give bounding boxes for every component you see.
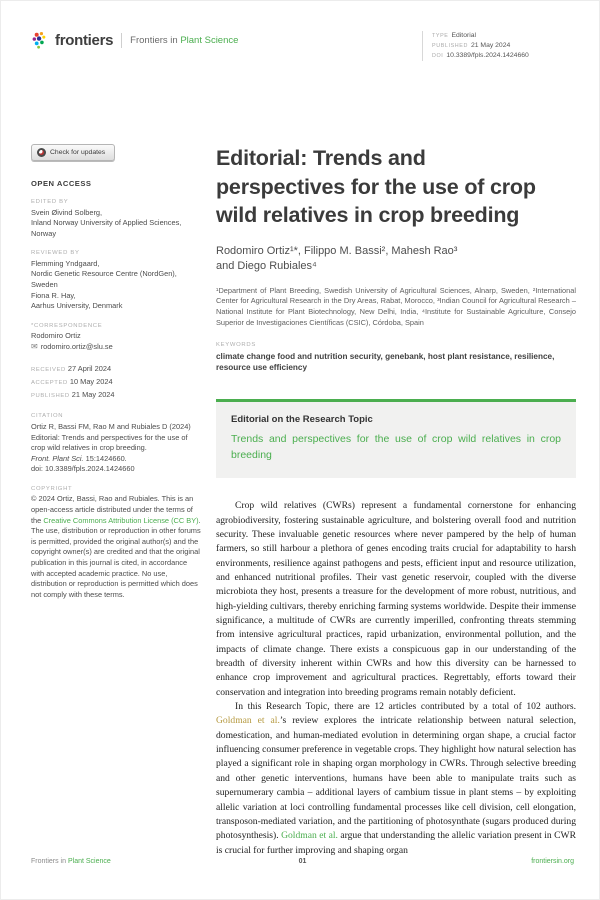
edited-by-label: EDITED BY [31, 199, 69, 205]
keywords-label: KEYWORDS [216, 341, 256, 348]
dates-section [31, 363, 201, 402]
accepted-row [31, 376, 201, 389]
editor-name: Svein Øivind Solberg, [31, 207, 103, 217]
citation-label: CITATION [31, 413, 64, 420]
copyright-text [31, 494, 201, 600]
correspondence-section [31, 323, 201, 353]
meta-published [432, 41, 574, 51]
sidebar [31, 144, 201, 600]
copyright-post: . The use, distribution or reproduction in other forums is permitted, provided the original author(s) and the copyright owner(s) are credited and that the original publication in this journal is cited, in accordance with accepted academic practice. No use, distribution or reproduction is permitted which does not comply with these terms. [31, 515, 201, 599]
research-topic-heading: Editorial on the Research Topic [231, 414, 373, 426]
meta-type [432, 31, 574, 41]
editor-affiliation: Inland Norway University of Applied Sciences, Norway [31, 218, 182, 238]
reviewer-name: Fiona R. Hay, [31, 290, 76, 300]
copyright-section [31, 486, 201, 600]
crossmark-icon [37, 148, 46, 157]
published-label: PUBLISHED [432, 43, 468, 49]
authors-line [216, 244, 576, 274]
citation-doi: doi: 10.3389/fpls.2024.1424660 [31, 464, 135, 474]
article [216, 144, 576, 858]
correspondence-name: Rodomiro Ortiz [31, 331, 81, 341]
reviewed-by-section [31, 250, 201, 311]
meta-doi [432, 51, 574, 61]
keywords-text: climate change food and nutrition security, genebank, host plant resistance, resilience, resource use efficiency [216, 351, 555, 373]
header [31, 31, 574, 61]
research-topic-box [216, 399, 576, 478]
copyright-label: COPYRIGHT [31, 485, 73, 492]
frontiers-logo-icon [31, 31, 50, 50]
citation-volume: 15:1424660. [83, 453, 127, 463]
doi-label: DOI [432, 53, 444, 59]
journal-prefix: Frontiers in [130, 35, 178, 46]
correspondence-email[interactable]: rodomiro.ortiz@slu.se [40, 341, 113, 351]
footer-journal [31, 858, 111, 865]
journal-title: Plant Science [180, 35, 239, 46]
type-value: Editorial [451, 32, 477, 39]
correspondence-label: *CORRESPONDENCE [31, 322, 103, 329]
brand-divider [121, 33, 122, 48]
accepted-value: 10 May 2024 [69, 377, 113, 387]
authors-line-2: and Diego Rubiales⁴ [216, 259, 317, 272]
article-title: Editorial: Trends and perspectives for the use of crop wild relatives in crop breeding [216, 146, 536, 227]
paragraph-2-post: argue that understanding the allelic variation present in CWR is crucial for further improving and shaping organ [216, 830, 577, 856]
paragraph-2-pre: In this Research Topic, there are 12 articles contributed by a total of 102 authors. [235, 701, 576, 713]
journal-name [130, 35, 238, 46]
footer [31, 858, 574, 865]
paragraph-1: Crop wild relatives (CWRs) represent a fundamental cornerstone for enhancing agrobiodiversity, fostering sustainable agriculture, and bolstering overall food and nutrition security. These invaluable genetic resources where never pampered by the help of human farmers, so still harbour a plethora of genes encoding traits crucial for adaptability to harsh environments, resilience against pathogens and pests, efficient input and resource utilization, and enhanced nutritional profiles. Their vast genetic reservoir, coupled with the diverse microbiota they host, presents a treasure for the development of more robust, nutritious, and high-yielding cultivars, thereby enriching farming systems worldwide. Despite their immense significance, a multitude of CWRs are currently imperilled, confronting threats stemming from intensive agricultural practices, rapid urbanization, environmental pollution, and the impacts of climate change. There exists a conspicuous gap in our understanding of the breadth of diversity inherent within CWRs and how this diversity can be harnessed to enhance crop improvement and agricultural practices. Regrettably, efforts toward their conservation and integration into breeding programs remain notably deficient. [216, 500, 576, 698]
research-topic-link[interactable]: Trends and perspectives for the use of crop wild relatives in crop breeding [231, 433, 561, 461]
published-label: PUBLISHED [31, 393, 70, 400]
reviewer-name: Flemming Yndgaard, [31, 258, 100, 268]
citation-section [31, 413, 201, 474]
published-value: 21 May 2024 [470, 42, 511, 49]
edited-by-section [31, 199, 201, 239]
citation-text: Ortiz R, Bassi FM, Rao M and Rubiales D (2024) Editorial: Trends and perspectives for the use of crop wild relatives in crop breeding. [31, 421, 191, 453]
open-access-label: OPEN ACCESS [31, 179, 92, 188]
affiliations: ¹Department of Plant Breeding, Swedish University of Agricultural Sciences, Alnarp, Sweden, ²International Center for Agricultural Research in the Dry Areas, Rabat, Morocco, ³Indian Council for Agricultural Research – National Institute for Plant Biotechnology, New Delhi, India, ⁴Institute for Sustainable Agriculture, Consejo Superior de Investigaciones Científicas (CSIC), Córdoba, Spain [216, 285, 576, 327]
envelope-icon: ✉ [31, 342, 38, 352]
brand-name: frontiers [55, 32, 114, 49]
check-for-updates-label: Check for updates [50, 149, 106, 156]
citation-journal [31, 454, 201, 465]
paragraph-2-mid: ’s review explores the intricate relationship between natural selection, domestication, and human-mediated evolution in determining organ shape, a crucial factor influencing consumer preference in vegetable crops. They highlight how natural selection has played a significant role in shaping organ morphology in CWRs. Through selective breeding and other genetic interventions, humans have been able to manipulate traits such as supernumerary cambia – additional layers of cambium tissue in plant stems – by exploiting allelic variation at loci controlling fundamental processes like cell division, cell elongation, transposon-mediated variation, and the partitioning of photosynthate (sugars produced during photosynthesis). [216, 715, 576, 842]
frontiers-brand [31, 31, 238, 50]
cc-by-license-link[interactable]: Creative Commons Attribution License (CC BY) [43, 515, 199, 525]
received-row [31, 363, 201, 376]
authors-line-1: Rodomiro Ortiz¹*, Filippo M. Bassi², Mahesh Rao³ [216, 244, 458, 257]
reviewer-affiliation: Aarhus University, Denmark [31, 301, 123, 311]
page-number: 01 [298, 858, 307, 865]
citation-journal-name: Front. Plant Sci. [31, 453, 84, 463]
published-row [31, 389, 201, 402]
type-label: TYPE [432, 33, 449, 39]
reviewed-by-label: REVIEWED BY [31, 250, 80, 257]
published-value: 21 May 2024 [71, 390, 115, 400]
footer-journal-prefix: Frontiers in [31, 858, 67, 865]
received-value: 27 April 2024 [67, 364, 112, 374]
copyright-pre: © 2024 Ortiz, Bassi, Rao and Rubiales. This is an open-access article distributed under the terms of the [31, 494, 194, 525]
correspondence-email-row [31, 342, 201, 353]
accepted-label: ACCEPTED [31, 380, 68, 387]
received-label: RECEIVED [31, 367, 66, 374]
doi-value[interactable]: 10.3389/fpls.2024.1424660 [446, 52, 529, 59]
reviewer-affiliation: Nordic Genetic Resource Centre (NordGen), Sweden [31, 269, 177, 289]
paragraph-2 [216, 700, 576, 858]
footer-journal-name: Plant Science [67, 858, 111, 865]
body-text [216, 499, 576, 858]
header-meta [422, 31, 574, 61]
check-for-updates-button[interactable] [31, 144, 115, 161]
goldman-citation-link-2[interactable]: Goldman et al. [281, 830, 338, 842]
goldman-citation-link-1[interactable]: Goldman et al. [216, 715, 280, 727]
footer-site-link[interactable]: frontiersin.org [531, 858, 574, 865]
